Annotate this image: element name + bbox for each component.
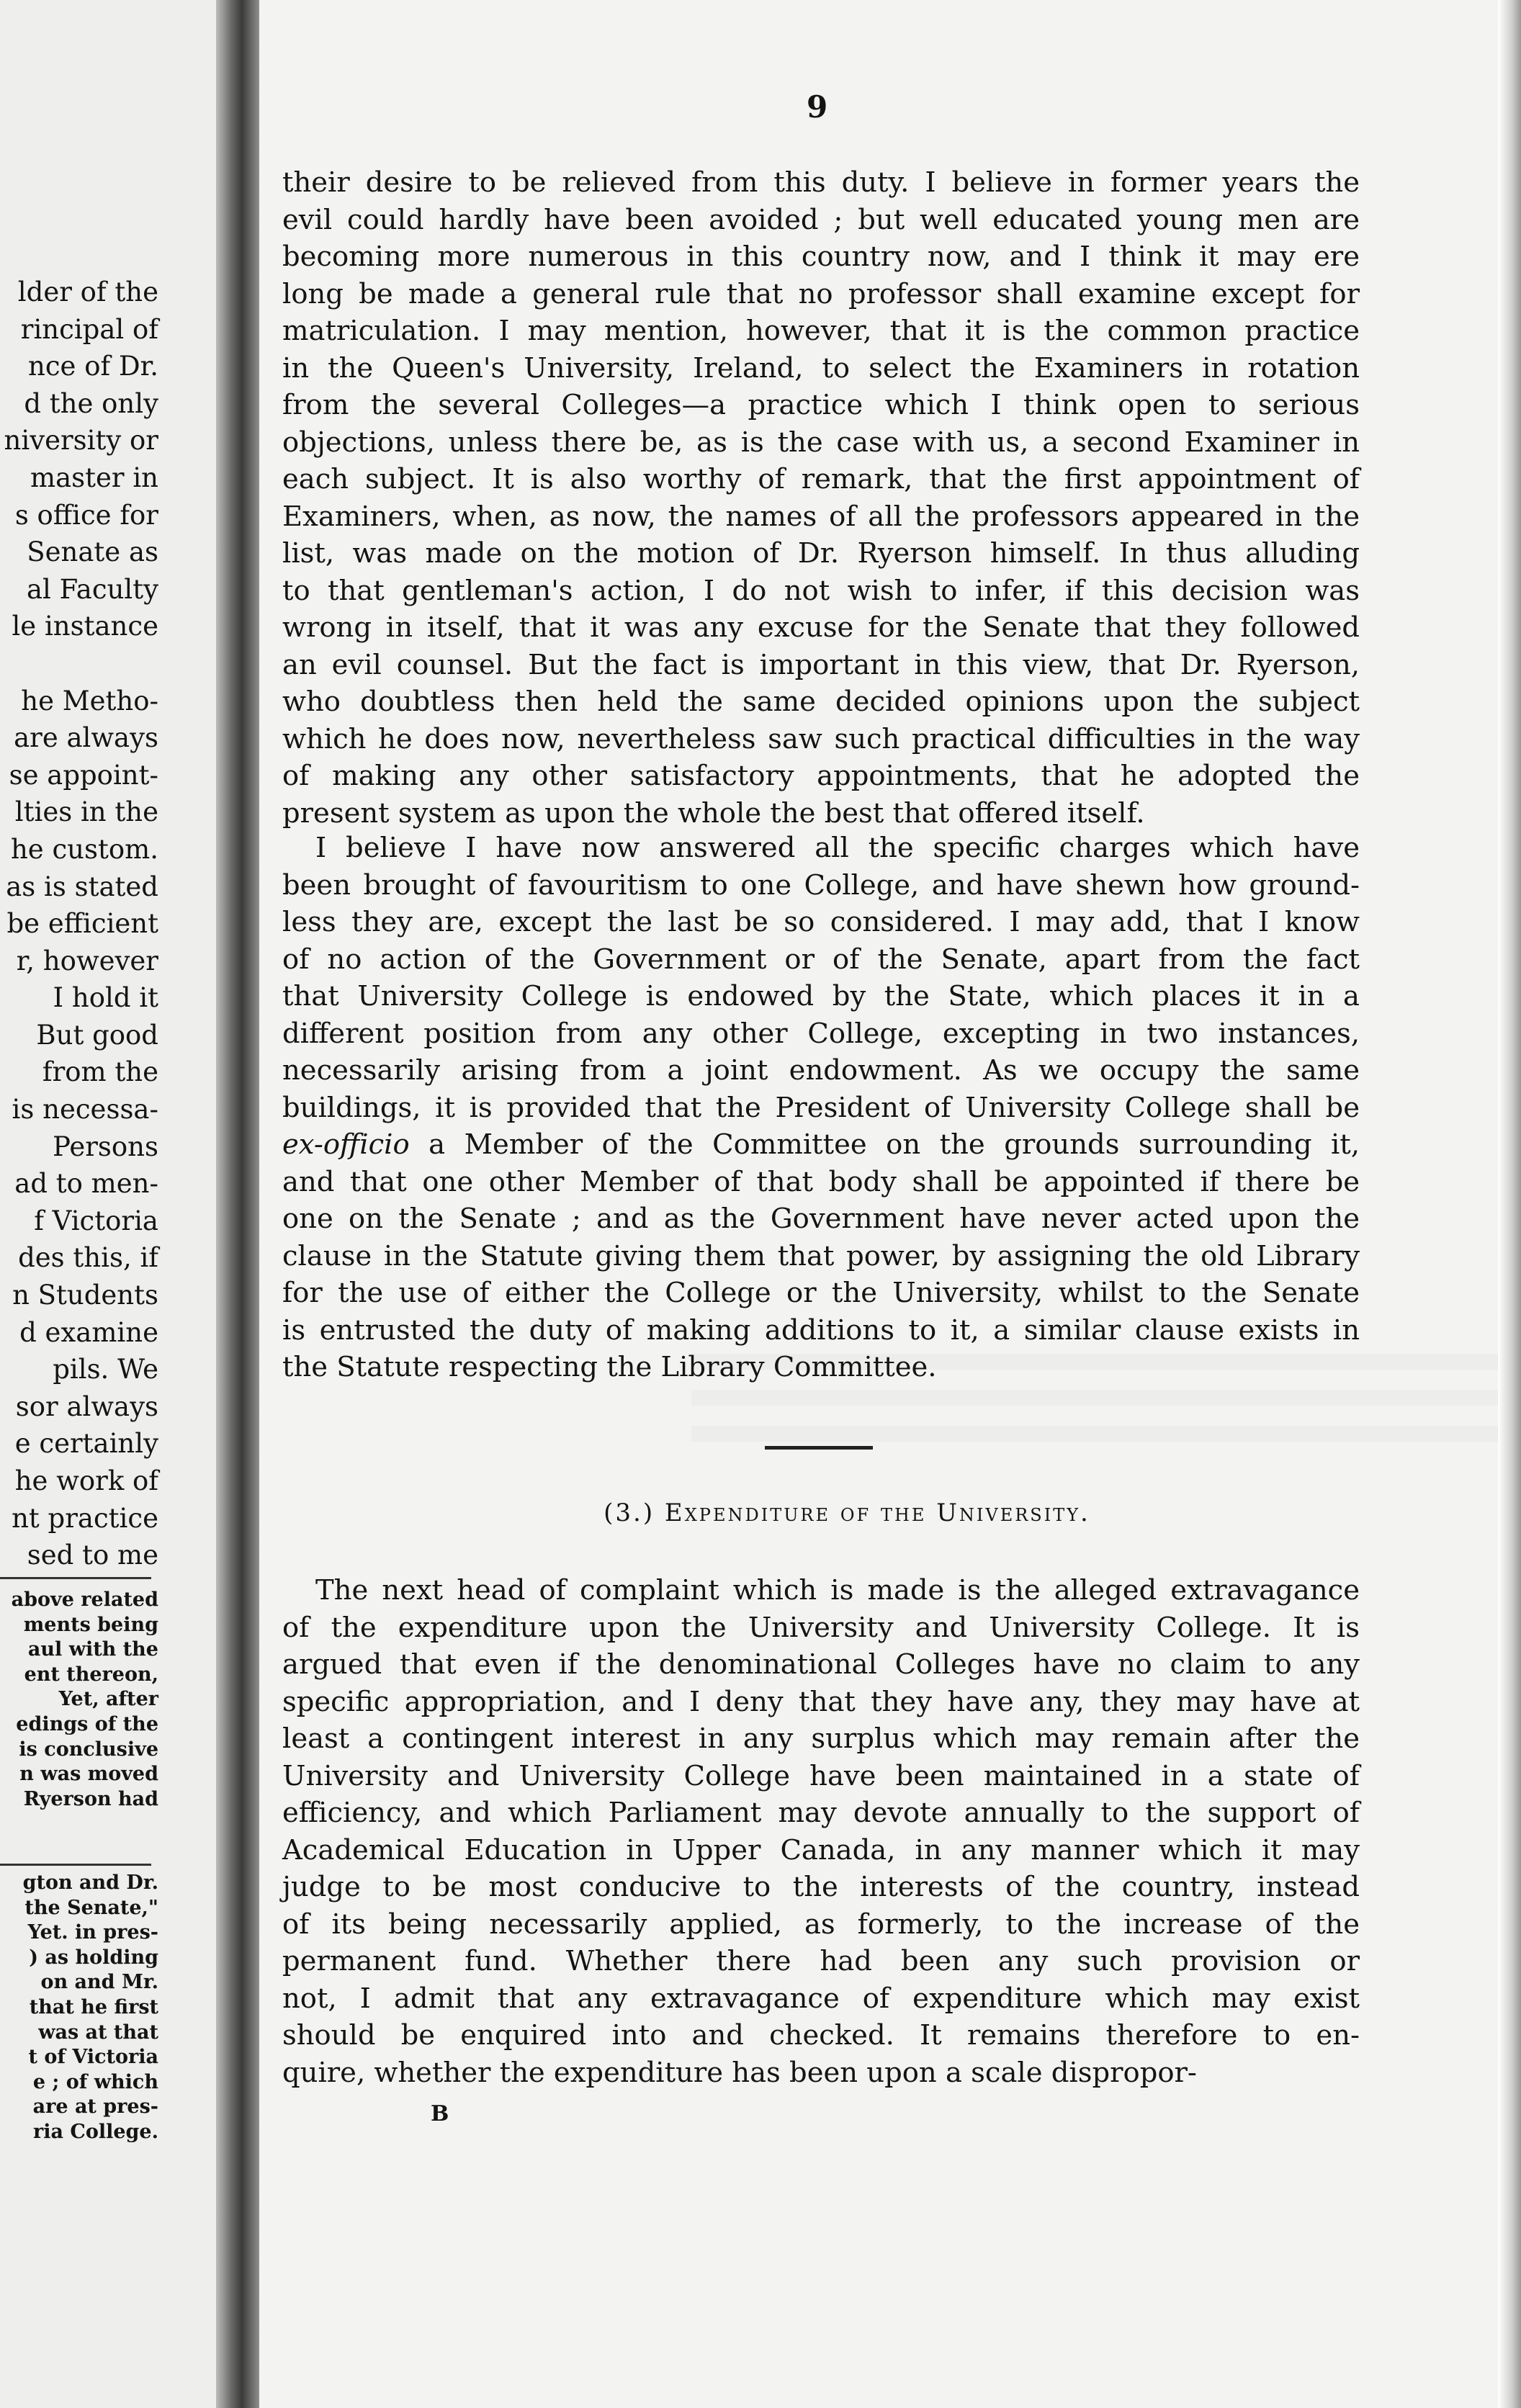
left-page-text — [0, 274, 158, 1574]
text-line: are always — [14, 722, 158, 754]
text-line — [0, 645, 158, 683]
text-line: of its being necessarily applied, as formerly, to the increase of the — [282, 1908, 1360, 1941]
text-line: to that gentleman's action, I do not wish to infer, if this decision was — [282, 574, 1360, 607]
text-line: Academical Education in Upper Canada, in any manner which it may — [282, 1833, 1360, 1866]
text-line: se appoint- — [9, 759, 158, 791]
text-line: is entrusted the duty of making additions to it, a similar clause exists in — [282, 1313, 1360, 1347]
left-page-footnote-2 — [0, 1871, 158, 2145]
text-line: nce of Dr. — [28, 351, 158, 382]
text-line: clause in the Statute giving them that power, by assigning the old Library — [282, 1239, 1360, 1272]
text-line: as is stated — [6, 871, 158, 902]
text-line: the Statute respecting the Library Committee. — [282, 1351, 937, 1383]
text-line: The next head of complaint which is made is the alleged extravagance — [315, 1574, 1360, 1607]
paragraph-1 — [282, 164, 1360, 832]
text-line: in the Queen's University, Ireland, to select the Examiners in rotation — [282, 351, 1360, 385]
text-line: I hold it — [53, 982, 158, 1014]
bleed-through — [691, 1390, 1521, 1406]
text-line: e ; of which — [32, 2070, 158, 2093]
text-line: I believe I have now answered all the specific charges which have — [315, 832, 1360, 864]
text-line: Senate as — [27, 536, 158, 568]
page-edge — [1498, 0, 1521, 2408]
text-line: the Senate," — [24, 1896, 158, 1919]
text-line: who doubtless then held the same decided opinions upon the subject — [282, 686, 1360, 718]
text-line: he Metho- — [21, 685, 158, 716]
signature-mark: B — [431, 2101, 449, 2126]
text-line: he custom. — [10, 833, 158, 865]
paragraph-2 — [282, 830, 1360, 1386]
text-line: efficiency, and which Parliament may devote annually to the support of — [282, 1797, 1360, 1829]
text-line: of no action of the Government or of the Senate, apart from the fact — [282, 943, 1360, 976]
bleed-through — [691, 1426, 1521, 1442]
text-line: ex-officio a Member of the Committee on the grounds surrounding it, — [282, 1128, 1360, 1161]
text-line: for the use of either the College or the University, whilst to the Senate — [282, 1277, 1360, 1309]
text-line: buildings, it is provided that the President of University College shall be — [282, 1091, 1360, 1124]
text-line: University and University College have been maintained in a state of — [282, 1759, 1360, 1792]
text-line: list, was made on the motion of Dr. Ryerson himself. In thus alluding — [282, 537, 1360, 570]
text-line: al Faculty — [26, 573, 158, 605]
text-line: gton and Dr. — [22, 1872, 158, 1894]
text-line: ria College. — [32, 2120, 158, 2143]
text-line: Yet, after — [58, 1688, 158, 1711]
text-line: ad to men- — [14, 1168, 158, 1200]
text-line: which he does now, nevertheless saw such practical difficulties in the way — [282, 722, 1360, 755]
text-line: necessarily arising from a joint endowment. As we occupy the same — [282, 1054, 1360, 1087]
text-line: is conclusive — [19, 1738, 158, 1761]
text-line: be efficient — [6, 908, 158, 940]
text-line: sor always — [15, 1391, 158, 1422]
text-line: argued that even if the denominational Colleges have no claim to any — [282, 1648, 1360, 1681]
text-line: d the only — [24, 387, 158, 419]
book-gutter — [216, 0, 259, 2408]
text-line: different position from any other College, excepting in two instances, — [282, 1017, 1360, 1050]
text-line: their desire to be relieved from this duty. I believe in former years the — [282, 166, 1360, 199]
left-page-footnote — [0, 1588, 158, 1812]
text-line: that he first — [29, 1995, 158, 2018]
text-line: objections, unless there be, as is the case with us, a second Examiner in — [282, 426, 1360, 459]
text-line: long be made a general rule that no professor shall examine except for — [282, 277, 1360, 310]
text-line: Examiners, when, as now, the names of all the professors appeared in the — [282, 500, 1360, 533]
text-line: an evil counsel. But the fact is important in this view, that Dr. Ryerson, — [282, 648, 1360, 681]
text-line: each subject. It is also worthy of remark, that the first appointment of — [282, 463, 1360, 495]
text-line: been brought of favouritism to one College, and have shewn how ground- — [282, 868, 1360, 902]
text-line: of the expenditure upon the University and University College. It is — [282, 1611, 1360, 1644]
section-divider — [765, 1446, 873, 1450]
page-number: 9 — [807, 89, 828, 125]
text-line: one on the Senate ; and as the Government have never acted upon the — [282, 1203, 1360, 1235]
text-line: should be enquired into and checked. It remains therefore to en- — [282, 2019, 1360, 2052]
text-line: nt practice — [12, 1502, 158, 1534]
text-line: matriculation. I may mention, however, that it is the common practice — [282, 315, 1360, 347]
text-line: Yet. in pres- — [27, 1921, 158, 1944]
text-line: t of Victoria — [28, 2046, 158, 2069]
left-footnote-rule-2 — [0, 1864, 151, 1866]
text-line: rincipal of — [20, 313, 158, 345]
text-line: f Victoria — [34, 1205, 158, 1236]
text-line: becoming more numerous in this country now, and I think it may ere — [282, 241, 1360, 273]
text-line: specific appropriation, and I deny that they have any, they may have at — [282, 1685, 1360, 1718]
text-line: master in — [30, 462, 158, 493]
text-line: of making any other satisfactory appointments, that he adopted the — [282, 760, 1360, 792]
text-line: lties in the — [14, 796, 158, 828]
text-line: e certainly — [14, 1428, 158, 1460]
text-line: Ryerson had — [23, 1787, 158, 1810]
text-line: r, however — [16, 945, 158, 976]
text-line: judge to be most conducive to the interests of the country, instead — [282, 1871, 1360, 1903]
text-line: d examine — [19, 1316, 158, 1348]
text-line: permanent fund. Whether there had been any such provision or — [282, 1945, 1360, 1977]
text-line: least a contingent interest in any surplus which may remain after the — [282, 1722, 1360, 1755]
text-line: and that one other Member of that body shall be appointed if there be — [282, 1165, 1360, 1198]
text-line: evil could hardly have been avoided ; but well educated young men are — [282, 203, 1360, 236]
text-line: ) as holding — [29, 1946, 158, 1969]
text-line: niversity or — [4, 425, 158, 457]
text-line: des this, if — [18, 1242, 158, 1274]
text-line: ments being — [23, 1613, 158, 1636]
text-line: are at pres- — [32, 2095, 158, 2119]
text-line: from the several Colleges—a practice which I think open to serious — [282, 389, 1360, 421]
text-line: le instance — [12, 611, 158, 642]
text-line: less they are, except the last be so considered. I may add, that I know — [282, 906, 1360, 938]
text-line: from the — [42, 1056, 158, 1088]
text-line: n Students — [12, 1280, 158, 1311]
section-heading: (3.) Expenditure of the University. — [604, 1499, 1090, 1527]
text-line: Persons — [53, 1131, 158, 1162]
text-line: that University College is endowed by the State, which places it in a — [282, 980, 1360, 1012]
text-line: s office for — [14, 499, 158, 531]
text-line: was at that — [38, 2021, 158, 2044]
text-line: n was moved — [19, 1763, 158, 1786]
left-footnote-rule — [0, 1577, 151, 1579]
text-line: above related — [11, 1589, 158, 1611]
text-line: quire, whether the expenditure has been upon a scale dispropor- — [282, 2056, 1197, 2089]
text-line: not, I admit that any extravagance of expenditure which may exist — [282, 1982, 1360, 2015]
text-line: ent thereon, — [24, 1663, 158, 1686]
left-page-fragment — [0, 0, 216, 2408]
paragraph-3 — [282, 1572, 1360, 2091]
text-line: sed to me — [27, 1540, 158, 1571]
text-line: wrong in itself, that it was any excuse for the Senate that they followed — [282, 611, 1360, 644]
text-line: lder of the — [17, 277, 158, 307]
text-line: he work of — [14, 1465, 158, 1496]
text-line: edings of the — [16, 1712, 158, 1735]
text-line: is necessa- — [12, 1094, 158, 1126]
text-line: aul with the — [27, 1638, 158, 1661]
text-line: But good — [36, 1019, 158, 1051]
text-line: pils. We — [53, 1354, 158, 1385]
text-line: present system as upon the whole the best that offered itself. — [282, 796, 1145, 830]
text-line: on and Mr. — [40, 1971, 158, 1994]
